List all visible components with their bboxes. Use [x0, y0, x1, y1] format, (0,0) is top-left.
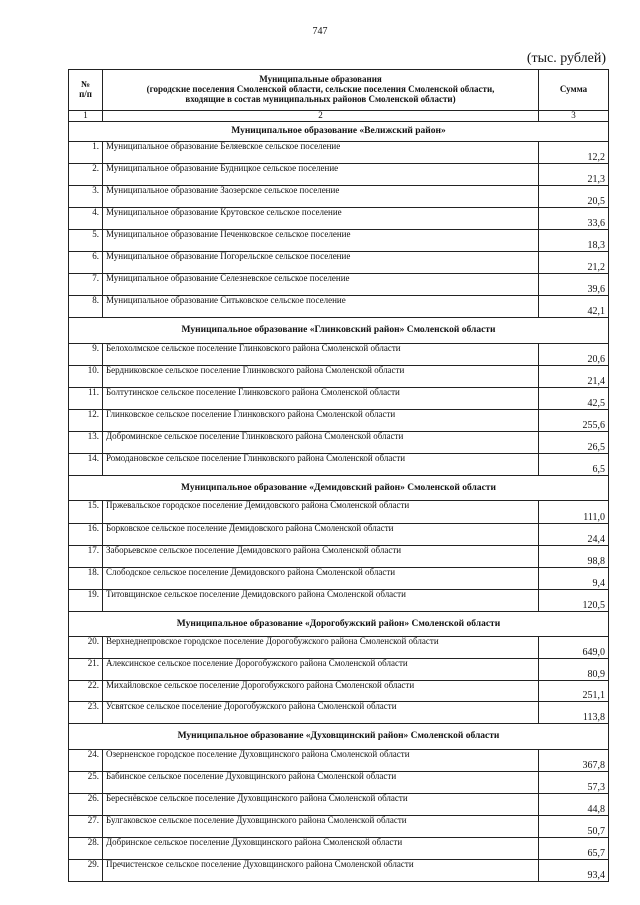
table-row [69, 274, 609, 296]
row-number: 29. [69, 860, 103, 882]
row-number: 8. [69, 296, 103, 318]
table-row [69, 568, 609, 590]
amount: 120,5 [539, 590, 609, 612]
table-row [69, 681, 609, 702]
table-row [69, 454, 609, 476]
amount: 42,1 [539, 296, 609, 318]
header-name: Муниципальные образования (городские поселения Смоленской области, сельские поселения Смоленской области, входящие в состав муниципальных районов Смоленской области) [103, 70, 539, 111]
section-header [69, 122, 609, 142]
amount: 20,5 [539, 186, 609, 208]
amount: 255,6 [539, 410, 609, 432]
amount: 20,6 [539, 344, 609, 366]
municipality-name: Болтутинское сельское поселение Глинковского района Смоленской области [103, 388, 539, 410]
row-number: 4. [69, 208, 103, 230]
table-row [69, 344, 609, 366]
municipality-name: Титовщинское сельское поселение Демидовского района Смоленской области [103, 590, 539, 612]
row-number: 7. [69, 274, 103, 296]
municipality-name: Муниципальное образование Печенковское сельское поселение [103, 230, 539, 252]
municipality-name: Слободское сельское поселение Демидовского района Смоленской области [103, 568, 539, 590]
amount: 57,3 [539, 772, 609, 794]
row-number: 16. [69, 524, 103, 546]
section-header [69, 476, 609, 501]
page-number: 747 [312, 26, 328, 37]
table-row [69, 838, 609, 860]
section-header [69, 318, 609, 344]
row-number: 23. [69, 702, 103, 724]
column-numbers-row [69, 111, 609, 122]
municipality-name: Муниципальное образование Беляевское сельское поселение [103, 142, 539, 164]
amount: 12,2 [539, 142, 609, 164]
row-number: 21. [69, 659, 103, 681]
section-title: Муниципальное образование «Демидовский район» Смоленской области [69, 476, 609, 501]
table-row [69, 546, 609, 568]
allocation-table [68, 69, 609, 882]
amount: 42,5 [539, 388, 609, 410]
municipality-name: Борковское сельское поселение Демидовского района Смоленской области [103, 524, 539, 546]
row-number: 18. [69, 568, 103, 590]
table-row [69, 860, 609, 882]
units-label: (тыс. рублей) [526, 51, 606, 66]
municipality-name: Береснёвское сельское поселение Духовщинского района Смоленской области [103, 794, 539, 816]
amount: 50,7 [539, 816, 609, 838]
row-number: 2. [69, 164, 103, 186]
amount: 93,4 [539, 860, 609, 882]
row-number: 28. [69, 838, 103, 860]
municipality-name: Муниципальное образование Крутовское сельское поселение [103, 208, 539, 230]
municipality-name: Белохолмское сельское поселение Глинковского района Смоленской области [103, 344, 539, 366]
row-number: 17. [69, 546, 103, 568]
municipality-name: Добринское сельское поселение Духовщинского района Смоленской области [103, 838, 539, 860]
row-number: 11. [69, 388, 103, 410]
amount: 26,5 [539, 432, 609, 454]
table-row [69, 296, 609, 318]
municipality-name: Михайловское сельское поселение Дорогобужского района Смоленской области [103, 681, 539, 702]
amount: 18,3 [539, 230, 609, 252]
municipality-name: Булгаковское сельское поселение Духовщинского района Смоленской области [103, 816, 539, 838]
table-row [69, 590, 609, 612]
amount: 9,4 [539, 568, 609, 590]
table-row [69, 366, 609, 388]
row-number: 27. [69, 816, 103, 838]
table-row [69, 388, 609, 410]
row-number: 19. [69, 590, 103, 612]
section-title: Муниципальное образование «Велижский район» [69, 122, 609, 142]
municipality-name: Муниципальное образование Заозерское сельское поселение [103, 186, 539, 208]
municipality-name: Бердниковское сельское поселение Глинковского района Смоленской области [103, 366, 539, 388]
amount: 21,4 [539, 366, 609, 388]
municipality-name: Заборьевское сельское поселение Демидовского района Смоленской области [103, 546, 539, 568]
municipality-name: Доброминское сельское поселение Глинковского района Смоленской области [103, 432, 539, 454]
municipality-name: Бабинское сельское поселение Духовщинского района Смоленской области [103, 772, 539, 794]
table-row [69, 186, 609, 208]
amount: 6,5 [539, 454, 609, 476]
header-row [69, 70, 609, 111]
section-title: Муниципальное образование «Глинковский район» Смоленской области [69, 318, 609, 344]
municipality-name: Пржевальское городское поселение Демидовского района Смоленской области [103, 501, 539, 524]
row-number: 1. [69, 142, 103, 164]
amount: 21,2 [539, 252, 609, 274]
municipality-name: Глинковское сельское поселение Глинковского района Смоленской области [103, 410, 539, 432]
row-number: 6. [69, 252, 103, 274]
amount: 21,3 [539, 164, 609, 186]
amount: 39,6 [539, 274, 609, 296]
row-number: 12. [69, 410, 103, 432]
municipality-name: Муниципальное образование Ситьковское сельское поселение [103, 296, 539, 318]
municipality-name: Усвятское сельское поселение Дорогобужского района Смоленской области [103, 702, 539, 724]
amount: 24,4 [539, 524, 609, 546]
row-number: 15. [69, 501, 103, 524]
row-number: 9. [69, 344, 103, 366]
table-row [69, 772, 609, 794]
municipality-name: Ромодановское сельское поселение Глинковского района Смоленской области [103, 454, 539, 476]
municipality-name: Муниципальное образование Селезневское сельское поселение [103, 274, 539, 296]
amount: 111,0 [539, 501, 609, 524]
table-row [69, 637, 609, 659]
table-row [69, 252, 609, 274]
row-number: 13. [69, 432, 103, 454]
row-number: 24. [69, 750, 103, 772]
amount: 367,8 [539, 750, 609, 772]
table-row [69, 230, 609, 252]
row-number: 25. [69, 772, 103, 794]
row-number: 26. [69, 794, 103, 816]
table-row [69, 410, 609, 432]
amount: 44,8 [539, 794, 609, 816]
table-row [69, 750, 609, 772]
table-row [69, 702, 609, 724]
municipality-name: Муниципальное образование Будницкое сельское поселение [103, 164, 539, 186]
colnum-3: 3 [539, 111, 609, 122]
row-number: 5. [69, 230, 103, 252]
amount: 98,8 [539, 546, 609, 568]
table-row [69, 432, 609, 454]
row-number: 20. [69, 637, 103, 659]
municipality-name: Озерненское городское поселение Духовщинского района Смоленской области [103, 750, 539, 772]
colnum-2: 2 [103, 111, 539, 122]
municipality-name: Алексинское сельское поселение Дорогобужского района Смоленской области [103, 659, 539, 681]
table-row [69, 142, 609, 164]
table-row [69, 524, 609, 546]
amount: 65,7 [539, 838, 609, 860]
amount: 80,9 [539, 659, 609, 681]
table-row [69, 501, 609, 524]
row-number: 14. [69, 454, 103, 476]
table-row [69, 816, 609, 838]
municipality-name: Муниципальное образование Погорельское сельское поселение [103, 252, 539, 274]
row-number: 10. [69, 366, 103, 388]
row-number: 22. [69, 681, 103, 702]
municipality-name: Верхнеднепровское городское поселение Дорогобужского района Смоленской области [103, 637, 539, 659]
municipality-name: Пречистенское сельское поселение Духовщинского района Смоленской области [103, 860, 539, 882]
section-title: Муниципальное образование «Духовщинский район» Смоленской области [69, 724, 609, 750]
table-row [69, 659, 609, 681]
amount: 649,0 [539, 637, 609, 659]
row-number: 3. [69, 186, 103, 208]
colnum-1: 1 [69, 111, 103, 122]
table-row [69, 164, 609, 186]
amount: 251,1 [539, 681, 609, 702]
table-row [69, 794, 609, 816]
section-header [69, 724, 609, 750]
section-header [69, 612, 609, 637]
header-num: № п/п [69, 70, 103, 111]
header-sum: Сумма [539, 70, 609, 111]
section-title: Муниципальное образование «Дорогобужский район» Смоленской области [69, 612, 609, 637]
amount: 33,6 [539, 208, 609, 230]
amount: 113,8 [539, 702, 609, 724]
table-row [69, 208, 609, 230]
